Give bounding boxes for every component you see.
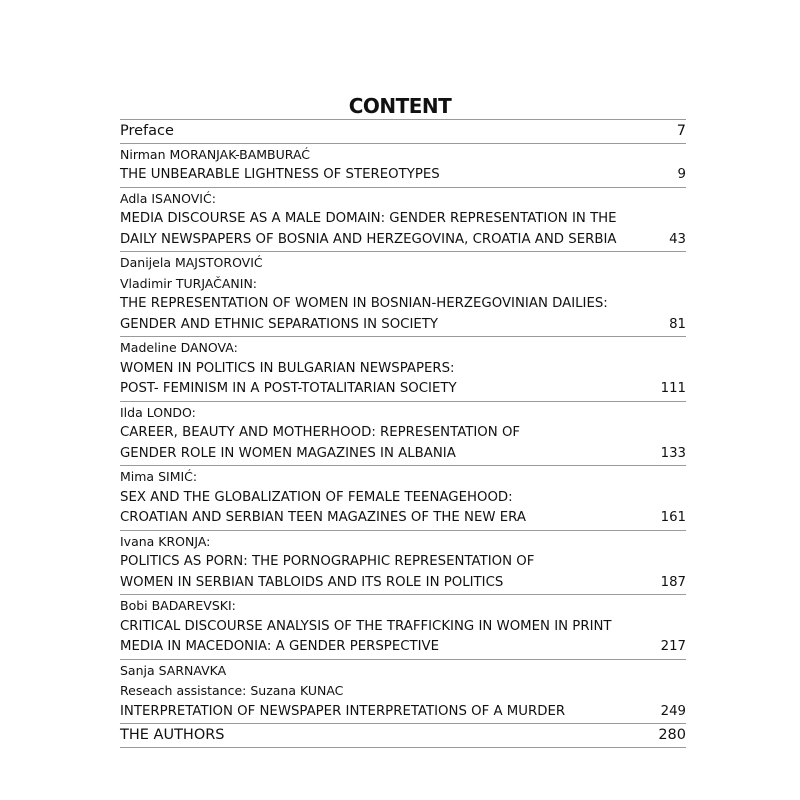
- entry-title: GENDER ROLE IN WOMEN MAGAZINES IN ALBANIA: [120, 445, 456, 461]
- entry-title-line: [120, 552, 686, 573]
- entry-title: POST- FEMINISM IN A POST-TOTALITARIAN SOCIETY: [120, 381, 457, 396]
- entry-title: GENDER AND ETHNIC SEPARATIONS IN SOCIETY: [120, 316, 439, 332]
- page-number: 249: [660, 703, 686, 719]
- entry-title-line: [120, 294, 686, 315]
- entry-title: THE UNBEARABLE LIGHTNESS OF STEREOTYPES: [120, 167, 440, 182]
- entry-author: Vladimir TURJAČANIN:: [120, 275, 257, 291]
- entry-title: DAILY NEWSPAPERS OF BOSNIA AND HERZEGOVINA, CROATIA AND SERBIA: [120, 231, 617, 247]
- entry-title: SEX AND THE GLOBALIZATION OF FEMALE TEENAGEHOOD:: [120, 489, 513, 505]
- toc-entry: [120, 188, 686, 253]
- entry-title-line: [120, 379, 686, 400]
- entry-author: Danijela MAJSTOROVIĆ: [120, 255, 263, 270]
- entry-title: WOMEN IN SERBIAN TABLOIDS AND ITS ROLE IN POLITICS: [120, 574, 504, 590]
- toc-entry: [120, 252, 686, 337]
- entry-author: Madeline DANOVA:: [120, 340, 238, 355]
- entry-title-line: [120, 725, 686, 746]
- entry-title-line: [120, 165, 686, 186]
- toc-entry: [120, 531, 686, 596]
- toc-entry: [120, 724, 686, 748]
- toc-entry: [120, 144, 686, 188]
- entry-title-line: [120, 359, 686, 380]
- page-number: 161: [660, 510, 686, 525]
- entry-title-line: [120, 488, 686, 509]
- page-number: 280: [658, 727, 686, 743]
- toc-entry: [120, 402, 686, 467]
- entry-author: Bobi BADAREVSKI:: [120, 598, 236, 613]
- entry-title: MEDIA DISCOURSE AS A MALE DOMAIN: GENDER REPRESENTATION IN THE: [120, 211, 617, 226]
- entry-title: THE REPRESENTATION OF WOMEN IN BOSNIAN-HERZEGOVINIAN DAILIES:: [120, 296, 608, 311]
- entry-title-line: [120, 423, 686, 444]
- entry-author: Nirman MORANJAK-BAMBURAĆ: [120, 146, 311, 162]
- toc-entry: [120, 466, 686, 531]
- entry-author: Ilda LONDO:: [120, 404, 196, 420]
- entry-title-line: [120, 617, 686, 638]
- entry-title-line: [120, 637, 686, 658]
- entry-author: Adla ISANOVIĆ:: [120, 190, 216, 206]
- entry-title: Preface: [120, 123, 174, 139]
- entry-title: CRITICAL DISCOURSE ANALYSIS OF THE TRAFFICKING IN WOMEN IN PRINT: [120, 618, 612, 634]
- page-number: 133: [660, 445, 686, 461]
- page-number: 111: [660, 381, 686, 396]
- toc-entry: [120, 595, 686, 660]
- page-title: CONTENT: [348, 94, 452, 118]
- toc-entry: [120, 660, 686, 725]
- page-number: 9: [677, 167, 686, 182]
- page-number: 43: [669, 231, 686, 247]
- toc-entry: [120, 119, 686, 144]
- entry-title-line: [120, 444, 686, 465]
- entry-author: Sanja SARNAVKA: [120, 662, 227, 678]
- page-number: 217: [660, 639, 686, 654]
- entry-author: Mima SIMIĆ:: [120, 469, 198, 484]
- entry-title: INTERPRETATION OF NEWSPAPER INTERPRETATIONS OF A MURDER: [120, 703, 566, 719]
- entry-title-line: [120, 702, 686, 723]
- entry-title: POLITICS AS PORN: THE PORNOGRAPHIC REPRESENTATION OF: [120, 554, 535, 569]
- entry-title-line: [120, 230, 686, 251]
- entry-author: Ivana KRONJA:: [120, 533, 211, 549]
- entry-title-line: [120, 121, 686, 142]
- entry-title-line: [120, 209, 686, 230]
- entry-title-line: [120, 508, 686, 529]
- entry-title: MEDIA IN MACEDONIA: A GENDER PERSPECTIVE: [120, 639, 440, 654]
- entry-title-line: [120, 573, 686, 594]
- entry-title-line: [120, 315, 686, 336]
- toc-entry: [120, 337, 686, 402]
- entry-note: Reseach assistance: Suzana KUNAC: [120, 683, 344, 698]
- table-of-contents: [120, 119, 686, 748]
- page-number: 81: [669, 316, 686, 332]
- page-number: 187: [660, 574, 686, 590]
- page-number: 7: [676, 123, 686, 139]
- entry-title: CAREER, BEAUTY AND MOTHERHOOD: REPRESENTATION OF: [120, 425, 521, 440]
- entry-title: THE AUTHORS: [120, 727, 225, 743]
- entry-title: WOMEN IN POLITICS IN BULGARIAN NEWSPAPERS:: [120, 360, 455, 376]
- entry-title: CROATIAN AND SERBIAN TEEN MAGAZINES OF THE NEW ERA: [120, 510, 526, 525]
